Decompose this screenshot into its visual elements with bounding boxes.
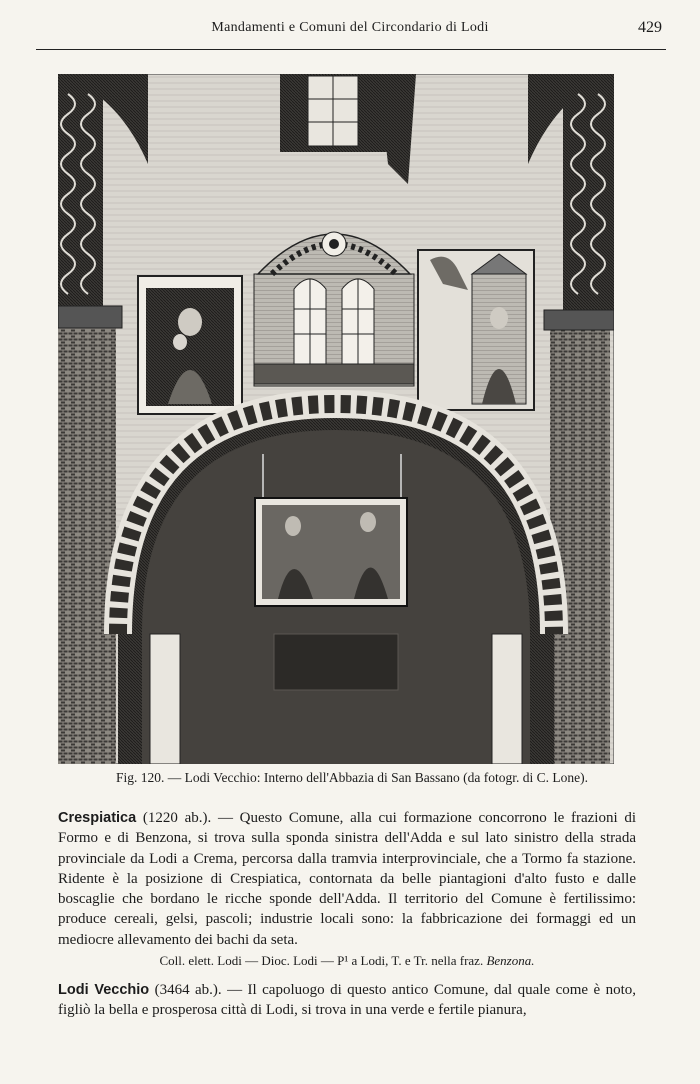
entry-name: Crespiatica — [58, 810, 137, 826]
page-number: 429 — [638, 19, 662, 36]
note-main: Coll. elett. Lodi — Dioc. Lodi — P¹ a Lodi, T. e Tr. nella fraz. — [159, 953, 487, 969]
abbey-interior-engraving — [58, 74, 614, 764]
biforate-window — [254, 232, 414, 386]
page-header — [36, 14, 664, 40]
entry-note — [58, 952, 636, 970]
figure-caption: Fig. 120. — Lodi Vecchio: Interno dell'Abbazia di San Bassano (da fotogr. di C. Lone). — [116, 770, 588, 785]
entry-crespiatica — [58, 808, 636, 950]
running-title: Mandamenti e Comuni del Circondario di Lodi — [211, 20, 489, 35]
entry-text: — Il capoluogo di questo antico Comune, dal quale come è noto, figliò la bella e prosperosa città di Lodi, si trova in una verde e fertile pianura, — [58, 982, 637, 1019]
note-italic: Benzona. — [486, 953, 535, 969]
header-rule — [36, 49, 666, 50]
entry-population: (1220 ab.). — [142, 810, 212, 826]
entry-text: — Questo Comune, alla cui formazione concorrono le frazioni di Formo e di Benzona, si trova sulla sponda sinistra dell'Adda e sul lato sinistro della strada provinciale da Lodi a Crema, percorsa dalla tramvia interprovinciale, che a Tormo fa stazione. Ridente è la posizione di Crespiatica, contornata da belle piantagioni d'alto fusto e dalle boscaglie che bordano le ricche sponde dell'Adda. Il territorio del Comune è fertilissimo: produce cereali, gelsi, pascoli; industrie locali sono: la fabbricazione dei formaggi ed un mediocre allevamento dei bachi da seta. — [58, 810, 637, 948]
madonna-painting — [138, 276, 242, 414]
entry-population: (3464 ab.). — [154, 982, 222, 999]
entry-name: Lodi Vecchio — [58, 982, 150, 999]
annunciation-fresco — [418, 250, 534, 410]
entry-lodi-vecchio — [58, 980, 636, 1021]
body-text — [58, 808, 636, 1021]
